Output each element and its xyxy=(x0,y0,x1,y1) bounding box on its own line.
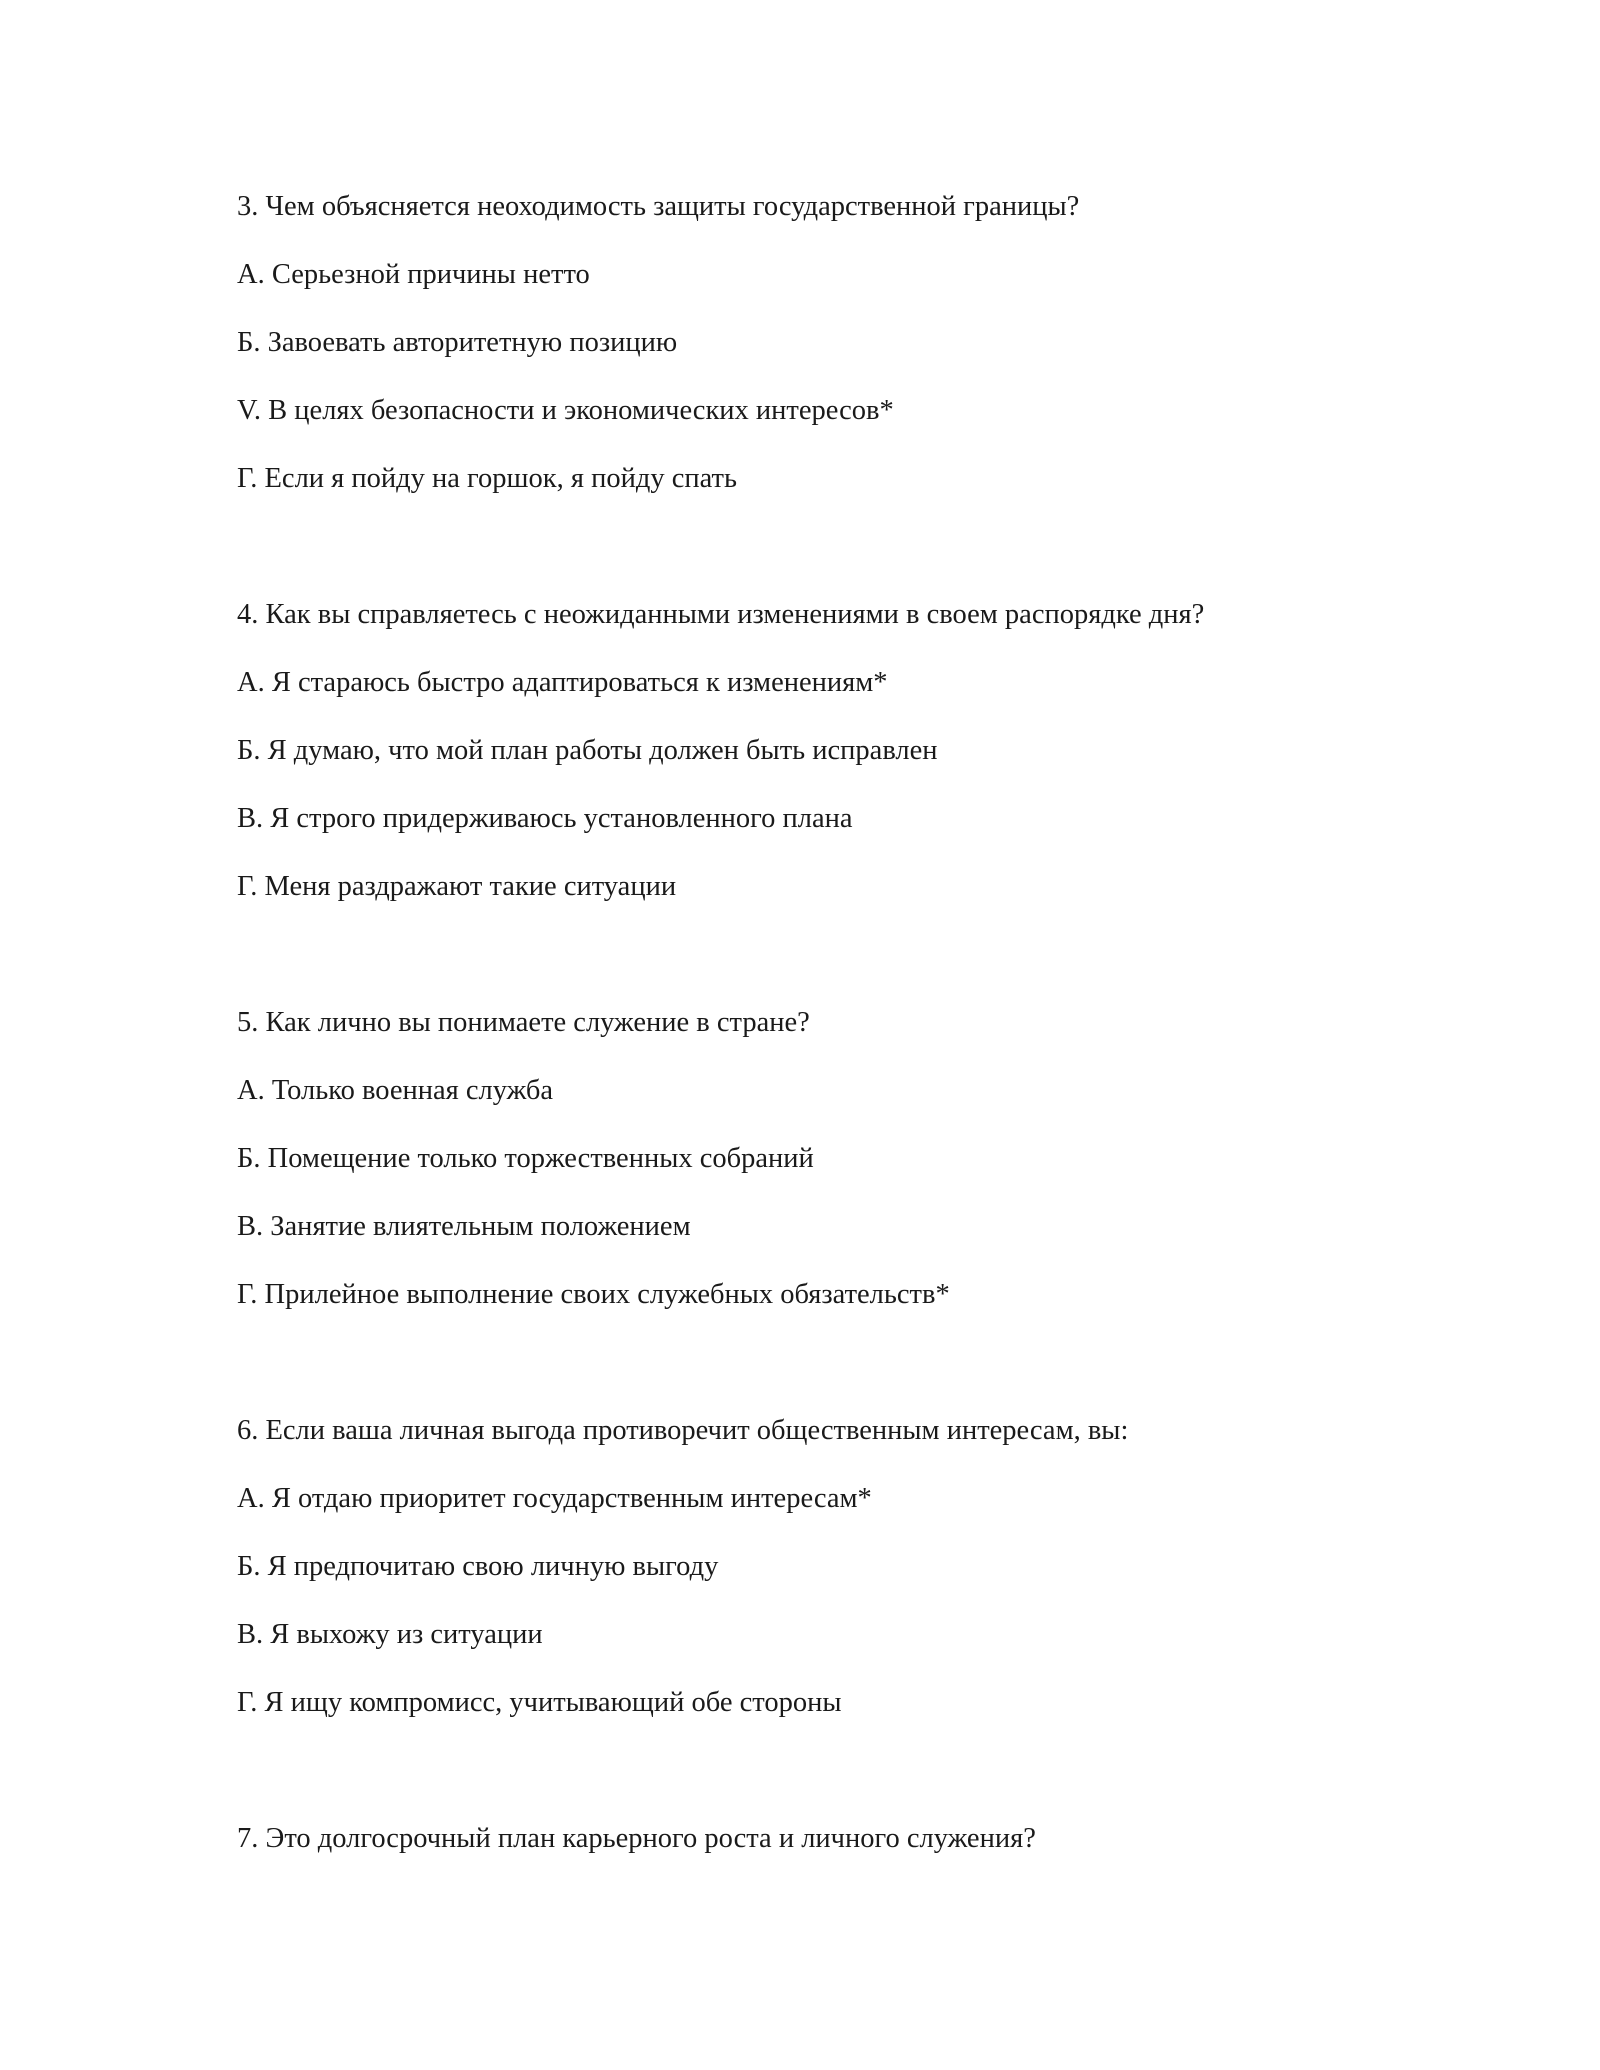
answer-option: Б. Я думаю, что мой план работы должен быть исправлен xyxy=(237,735,938,766)
answer-option: Г. Меня раздражают такие ситуации xyxy=(237,871,677,902)
question-7 xyxy=(237,1825,1437,1893)
answer-option: Б. Помещение только торжественных собраний xyxy=(237,1143,814,1174)
question-text: 5. Как лично вы понимаете служение в стране? xyxy=(237,1007,810,1038)
answer-option: А. Только военная служба xyxy=(237,1075,554,1106)
answer-option: В. Я выхожу из ситуации xyxy=(237,1619,543,1650)
question-text: 7. Это долгосрочный план карьерного роста и личного служения? xyxy=(237,1823,1036,1854)
question-text: 6. Если ваша личная выгода противоречит общественным интересам, вы: xyxy=(237,1415,1129,1446)
answer-option: Г. Прилейное выполнение своих служебных обязательств* xyxy=(237,1279,950,1310)
question-3 xyxy=(237,193,1437,533)
answer-option: А. Я отдаю приоритет государственным интересам* xyxy=(237,1483,872,1514)
question-text: 4. Как вы справляетесь с неожиданными изменениями в своем распорядке дня? xyxy=(237,599,1205,630)
answer-option: А. Я стараюсь быстро адаптироваться к изменениям* xyxy=(237,667,888,698)
question-text: 3. Чем объясняется неоходимость защиты государственной границы? xyxy=(237,191,1080,222)
answer-option: Б. Я предпочитаю свою личную выгоду xyxy=(237,1551,719,1582)
answer-option: В. Я строго придерживаюсь установленного плана xyxy=(237,803,853,834)
question-list xyxy=(237,193,1437,1961)
question-4 xyxy=(237,601,1437,941)
answer-option: Г. Если я пойду на горшок, я пойду спать xyxy=(237,463,737,494)
question-5 xyxy=(237,1009,1437,1349)
answer-option: Г. Я ищу компромисс, учитывающий обе стороны xyxy=(237,1687,842,1718)
question-6 xyxy=(237,1417,1437,1757)
answer-option: V. В целях безопасности и экономических интересов* xyxy=(237,395,894,426)
answer-option: Б. Завоевать авторитетную позицию xyxy=(237,327,678,358)
answer-option: А. Серьезной причины нетто xyxy=(237,259,590,290)
answer-option: В. Занятие влиятельным положением xyxy=(237,1211,691,1242)
